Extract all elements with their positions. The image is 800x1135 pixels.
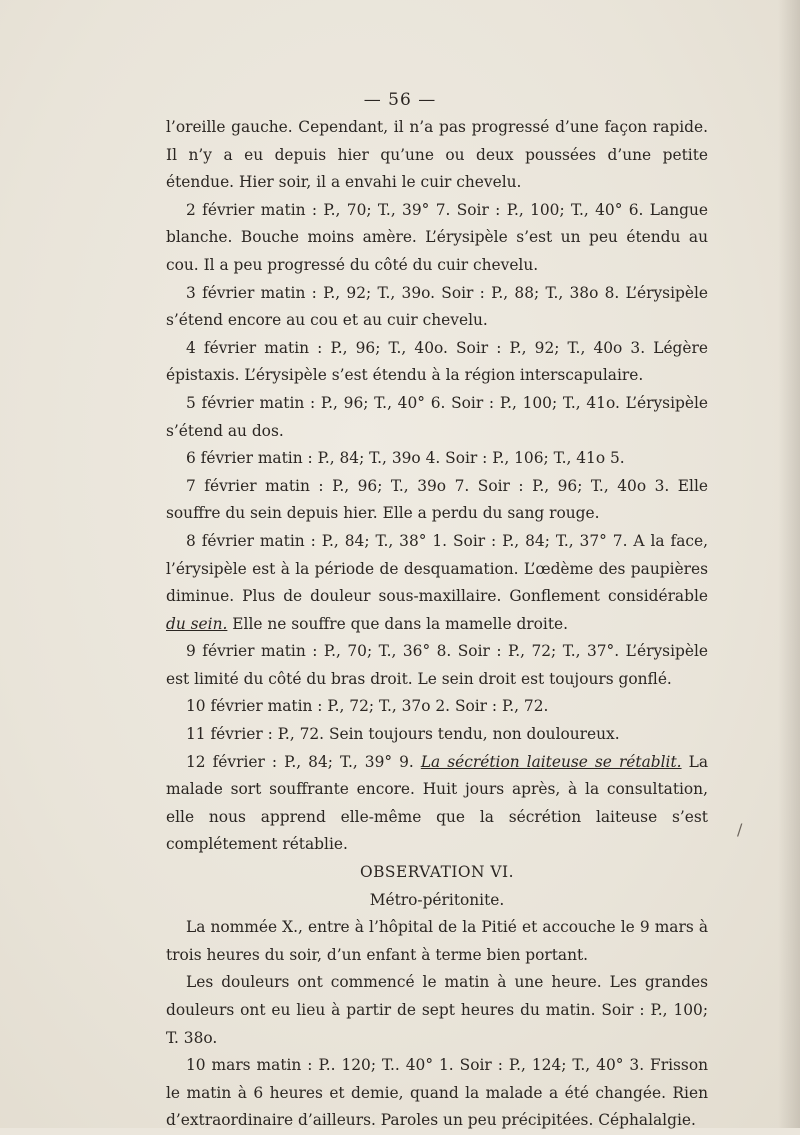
- paragraph-feb-4: 4 février matin : P., 96; T., 40o. Soir : P., 92; T., 40o 3. Légère épistaxis. L’érysipèle s’est étendu à la région interscapulaire.: [166, 338, 708, 385]
- page-edge-shadow: [778, 0, 800, 1128]
- paragraph-feb-3: 3 février matin : P., 92; T., 39o. Soir : P., 88; T., 38o 8. L’érysipèle s’étend encore au cou et au cuir chevelu.: [166, 283, 708, 330]
- paragraph-feb-12-emphasis: La sécrétion laiteuse se rétablit.: [420, 752, 682, 771]
- paragraph-feb-5: 5 février matin : P., 96; T., 40° 6. Soir : P., 100; T., 41o. L’érysipèle s’étend au dos.: [166, 393, 708, 440]
- paragraph-feb-8-text-end: Elle ne souffre que dans la mamelle droite.: [227, 614, 569, 633]
- document-body: [166, 114, 708, 1135]
- paragraph-feb-9: 9 février matin : P., 70; T., 36° 8. Soir : P., 72; T., 37°. L’érysipèle est limité du côté du bras droit. Le sein droit est toujours gonflé.: [166, 642, 708, 688]
- paragraph-feb-12: [166, 749, 708, 859]
- paragraph-feb-8-emphasis: du sein.: [166, 614, 228, 633]
- paragraph-feb-11: 11 février : P., 72. Sein toujours tendu, non douloureux.: [186, 725, 620, 744]
- paragraph-feb-8: [166, 528, 708, 638]
- observation-subtitle: Métro-péritonite.: [369, 890, 505, 909]
- observation-title: OBSERVATION VI.: [360, 863, 514, 882]
- paragraph-feb-8-text: 8 février matin : P., 84; T., 38° 1. Soir : P., 84; T., 37° 7. A la face, l’érysipèle est à la période de desquamation. L’œdème des paupières diminue. Plus de douleur sous-maxillaire. Gonflement considérable: [166, 531, 708, 606]
- margin-pencil-mark: /: [737, 820, 743, 839]
- paragraph-feb-6: 6 février matin : P., 84; T., 39o 4. Soir : P., 106; T., 41o 5.: [186, 449, 625, 468]
- paragraph-feb-12-text-end: La malade sort souffrante encore. Huit jours après, à la consultation, elle nous apprend elle-même que la sécrétion laiteuse s’est complétement rétablie.: [166, 752, 708, 854]
- paragraph-mar-10: 10 mars matin : P.. 120; T.. 40° 1. Soir : P., 124; T., 40° 3. Frisson le matin à 6 heures et demie, quand la malade a été changée. Rien d’extraordinaire d’ailleurs. Paroles un peu précipitées. Céphalalgie.: [166, 1056, 708, 1130]
- paragraph-feb-12-text: 12 février : P., 84; T., 39° 9.: [186, 752, 421, 771]
- paragraph-admission: La nommée X., entre à l’hôpital de la Pitié et accouche le 9 mars à trois heures du soir, d’un enfant à terme bien portant.: [166, 918, 708, 964]
- page-number: — 56 —: [363, 90, 437, 110]
- paragraph-labour: Les douleurs ont commencé le matin à une heure. Les grandes douleurs ont eu lieu à partir de sept heures du matin. Soir : P., 100; T. 38o.: [166, 973, 708, 1047]
- paragraph-continuation: l’oreille gauche. Cependant, il n’a pas progressé d’une façon rapide. Il n’y a eu depuis hier qu’une ou deux poussées d’une petite étendue. Hier soir, il a envahi le cuir chevelu.: [166, 118, 708, 192]
- paragraph-feb-7: 7 février matin : P., 96; T., 39o 7. Soir : P., 96; T., 40o 3. Elle souffre du sein depuis hier. Elle a perdu du sang rouge.: [166, 476, 708, 523]
- paragraph-feb-10: 10 février matin : P., 72; T., 37o 2. Soir : P., 72.: [186, 697, 549, 716]
- paragraph-feb-2: 2 février matin : P., 70; T., 39° 7. Soir : P., 100; T., 40° 6. Langue blanche. Bouche moins amère. L’érysipèle s’est un peu étendu au cou. Il a peu progressé du côté du cuir chevelu.: [166, 200, 708, 274]
